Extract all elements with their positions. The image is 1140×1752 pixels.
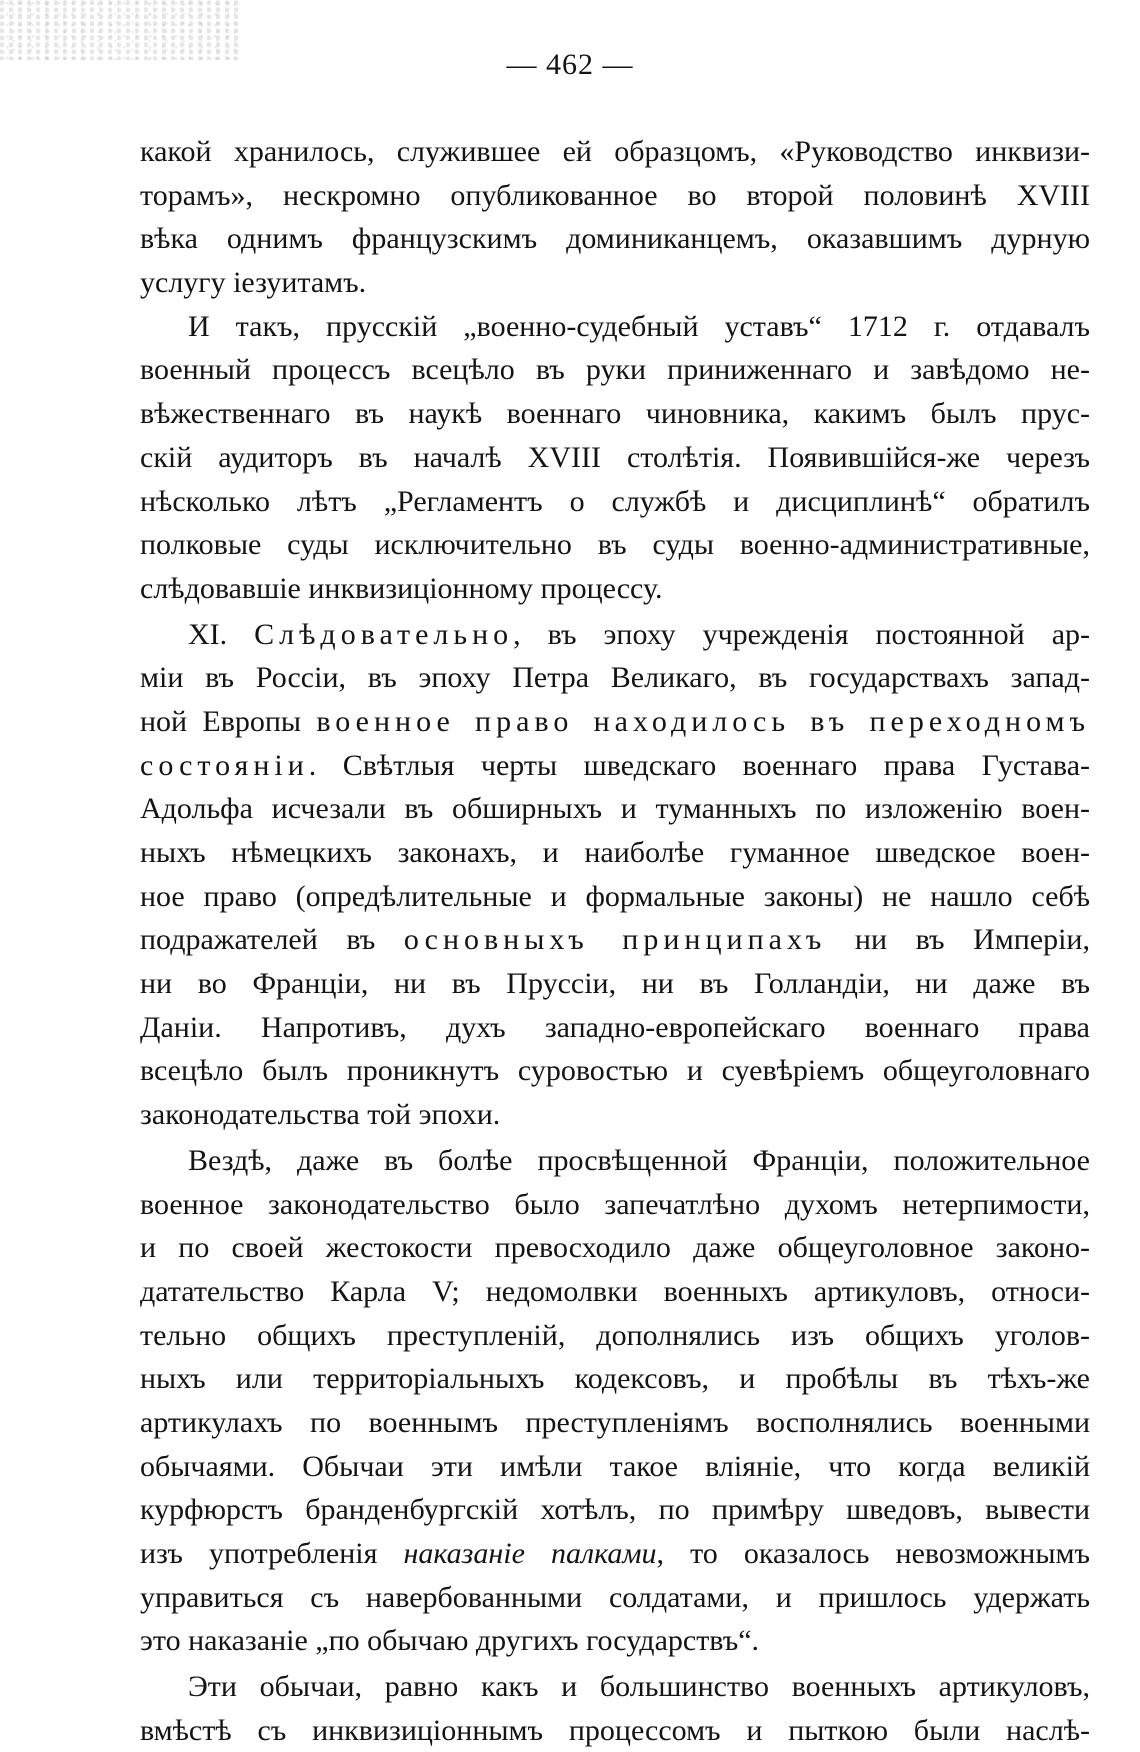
text-line: И такъ, прусскій „военно-судебный уставъ“ 1712 г. отдавалъ — [188, 309, 1090, 343]
text-line: ни во Франціи, ни въ Пруссіи, ни въ Голландіи, ни даже въ — [140, 967, 1090, 1001]
text-line: вѣжественнаго въ наукѣ военнаго чиновника, какимъ былъ прус- — [140, 397, 1090, 431]
text-line: подражателей въ основныхъ принципахъ ни въ Имперіи, — [140, 923, 1090, 957]
text-line: всецѣло былъ проникнутъ суровостью и суевѣріемъ общеуголовнаго — [140, 1054, 1090, 1088]
page-number: — 462 — — [506, 48, 634, 81]
text-line: нѣсколько лѣтъ „Регламентъ о службѣ и дисциплинѣ“ обратилъ — [140, 484, 1090, 518]
text-line: обычаями. Обычаи эти имѣли такое вліяніе, что когда великій — [140, 1449, 1090, 1483]
text-line: полковые суды исключительно въ суды военно-административные, — [140, 528, 1090, 562]
text-line: торамъ», нескромно опубликованное во второй половинѣ XVIII — [140, 178, 1090, 212]
text-line: Адольфа исчезали въ обширныхъ и туманныхъ по изложенію воен- — [140, 792, 1090, 826]
text-line: это наказаніе „по обычаю другихъ государствъ“. — [140, 1624, 760, 1658]
text-line: военный процессъ всецѣло въ руки приниженнаго и завѣдомо не- — [140, 353, 1090, 387]
text-line: ное право (опредѣлительные и формальные законы) не нашло себѣ — [140, 879, 1090, 913]
text-line: Эти обычаи, равно какъ и большинство военныхъ артикуловъ, — [188, 1670, 1090, 1704]
text-line: Даніи. Напротивъ, духъ западно-европейскаго военнаго права — [140, 1010, 1090, 1044]
text-line: ныхъ или территоріальныхъ кодексовъ, и пробѣлы въ тѣхъ-же — [140, 1362, 1090, 1396]
text-line: вѣка однимъ французскимъ доминиканцемъ, оказавшимъ дурную — [140, 222, 1090, 256]
text-line: Вездѣ, даже въ болѣе просвѣщенной Франціи, положительное — [188, 1143, 1090, 1177]
text-line: курфюрстъ бранденбургскій хотѣлъ, по примѣру шведовъ, вывести — [140, 1493, 1090, 1527]
text-line: какой хранилось, служившее ей образцомъ, «Руководство инквизи- — [140, 135, 1090, 168]
text-line: законодательства той эпохи. — [140, 1098, 501, 1132]
text-line: ныхъ нѣмецкихъ законахъ, и наиболѣе гуманное шведское воен- — [140, 836, 1090, 869]
text-line: скій аудиторъ въ началѣ XVIII столѣтія. Появившійся-же черезъ — [140, 440, 1090, 474]
text-line: тельно общихъ преступленій, дополнялись изъ общихъ уголов- — [140, 1318, 1090, 1352]
text-line: услугу іезуитамъ. — [140, 266, 367, 300]
text-line: артикулахъ по военнымъ преступленіямъ восполнялись военными — [140, 1405, 1090, 1439]
text-line: управиться съ навербованными солдатами, и пришлось удержать — [140, 1580, 1090, 1614]
text-line: слѣдовавшіе инквизиціонному процессу. — [140, 571, 663, 605]
text-line: датательство Карла V; недомолвки военныхъ артикуловъ, относи- — [140, 1274, 1090, 1308]
text-line: вмѣстѣ съ инквизиціоннымъ процессомъ и пыткою были наслѣ- — [140, 1713, 1090, 1747]
text-line: военное законодательство было запечатлѣно духомъ нетерпимости, — [140, 1187, 1090, 1221]
text-line: и по своей жестокости превосходило даже общеуголовное законо- — [140, 1231, 1090, 1265]
text-line: міи въ Россіи, въ эпоху Петра Великаго, въ государствахъ запад- — [140, 661, 1090, 695]
body-text — [140, 130, 1090, 1752]
text-line: изъ употребленія наказаніе палками, то оказалось невозможнымъ — [140, 1537, 1090, 1570]
text-line: XI. Слѣдовательно, въ эпоху учрежденія постоянной ар- — [188, 617, 1090, 651]
text-line: состояніи. Свѣтлыя черты шведскаго военнаго права Густава- — [140, 748, 1090, 782]
text-line: ной Европы военное право находилось въ переходномъ — [140, 704, 1090, 738]
